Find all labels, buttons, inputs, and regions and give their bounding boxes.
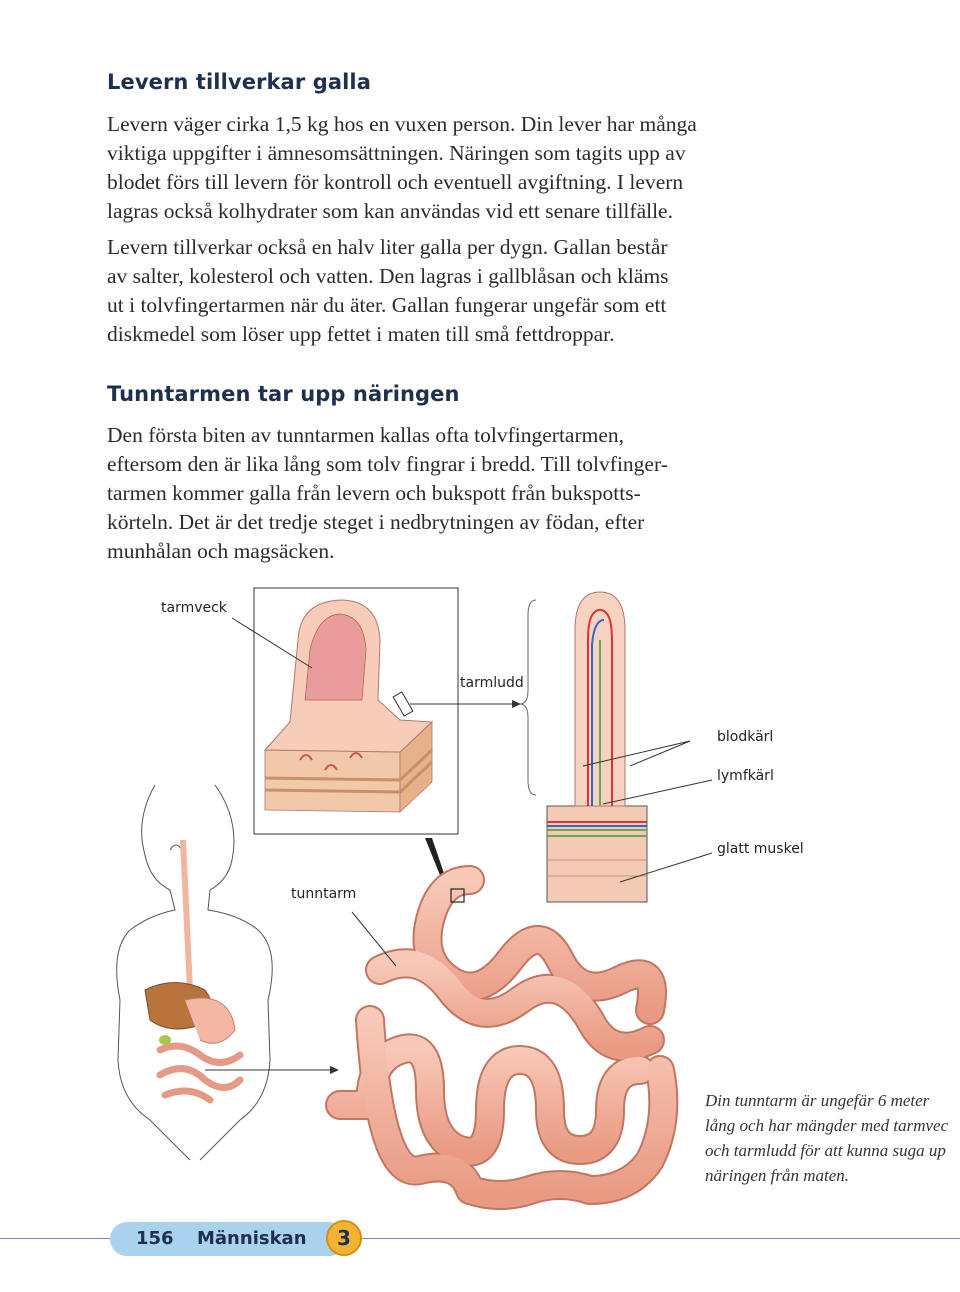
paragraph-liver-2 [107,233,707,349]
text-line: ut i tolvfingertarmen när du äter. Gallan fungerar ungefär som ett [107,293,667,317]
text-line: diskmedel som löser upp fettet i maten till små fettdroppar. [107,322,615,346]
section-heading-small-intestine: Tunntarmen tar upp näringen [107,382,460,406]
text-line: Levern väger cirka 1,5 kg hos en vuxen person. Din lever har många [107,112,697,136]
text-line: av salter, kolesterol och vatten. Den lagras i gallblåsan och kläms [107,264,669,288]
chapter-number-badge: 3 [326,1220,362,1256]
caption-line: och tarmludd för att kunna suga up [705,1141,946,1160]
body-outline [117,785,273,1160]
label-blodkarl: blodkärl [717,729,774,745]
label-tarmveck: tarmveck [161,600,227,616]
paragraph-liver-1 [107,110,707,226]
caption-line: lång och har mängder med tarmvec [705,1116,949,1135]
caption-line: näringen från maten. [705,1166,850,1185]
bracket [520,600,536,795]
label-lymfkarl: lymfkärl [717,768,774,784]
text-line: lagras också kolhydrater som kan användas vid ett senare tillfälle. [107,199,673,223]
figure-caption [705,1088,948,1188]
caption-line: Din tunntarm är ungefär 6 meter [705,1091,930,1110]
chapter-title: Människan [197,1228,307,1249]
label-glatt-muskel: glatt muskel [717,841,804,857]
villus-detail [547,592,647,902]
text-line: Den första biten av tunntarmen kallas ofta tolvfingertarmen, [107,423,625,447]
label-tarmludd: tarmludd [460,675,524,691]
section-heading-liver: Levern tillverkar galla [107,70,371,94]
text-line: munhålan och magsäcken. [107,539,335,563]
paragraph-small-intestine [107,421,707,566]
text-line: blodet förs till levern för kontroll och eventuell avgiftning. I levern [107,170,684,194]
text-line: Levern tillverkar också en halv liter galla per dygn. Gallan består [107,235,668,259]
text-line: eftersom den är lika lång som tolv fingrar i bredd. Till tolvfinger- [107,452,668,476]
page-number: 156 [136,1228,174,1249]
text-line: körteln. Det är det tredje steget i nedbrytningen av födan, efter [107,510,645,534]
fold-inset [254,588,458,834]
label-tunntarm: tunntarm [291,886,357,902]
text-line: tarmen kommer galla från levern och bukspott från bukspotts- [107,481,641,505]
text-line: viktiga uppgifter i ämnesomsättningen. Näringen som tagits upp av [107,141,686,165]
small-intestine-large [340,880,663,1195]
